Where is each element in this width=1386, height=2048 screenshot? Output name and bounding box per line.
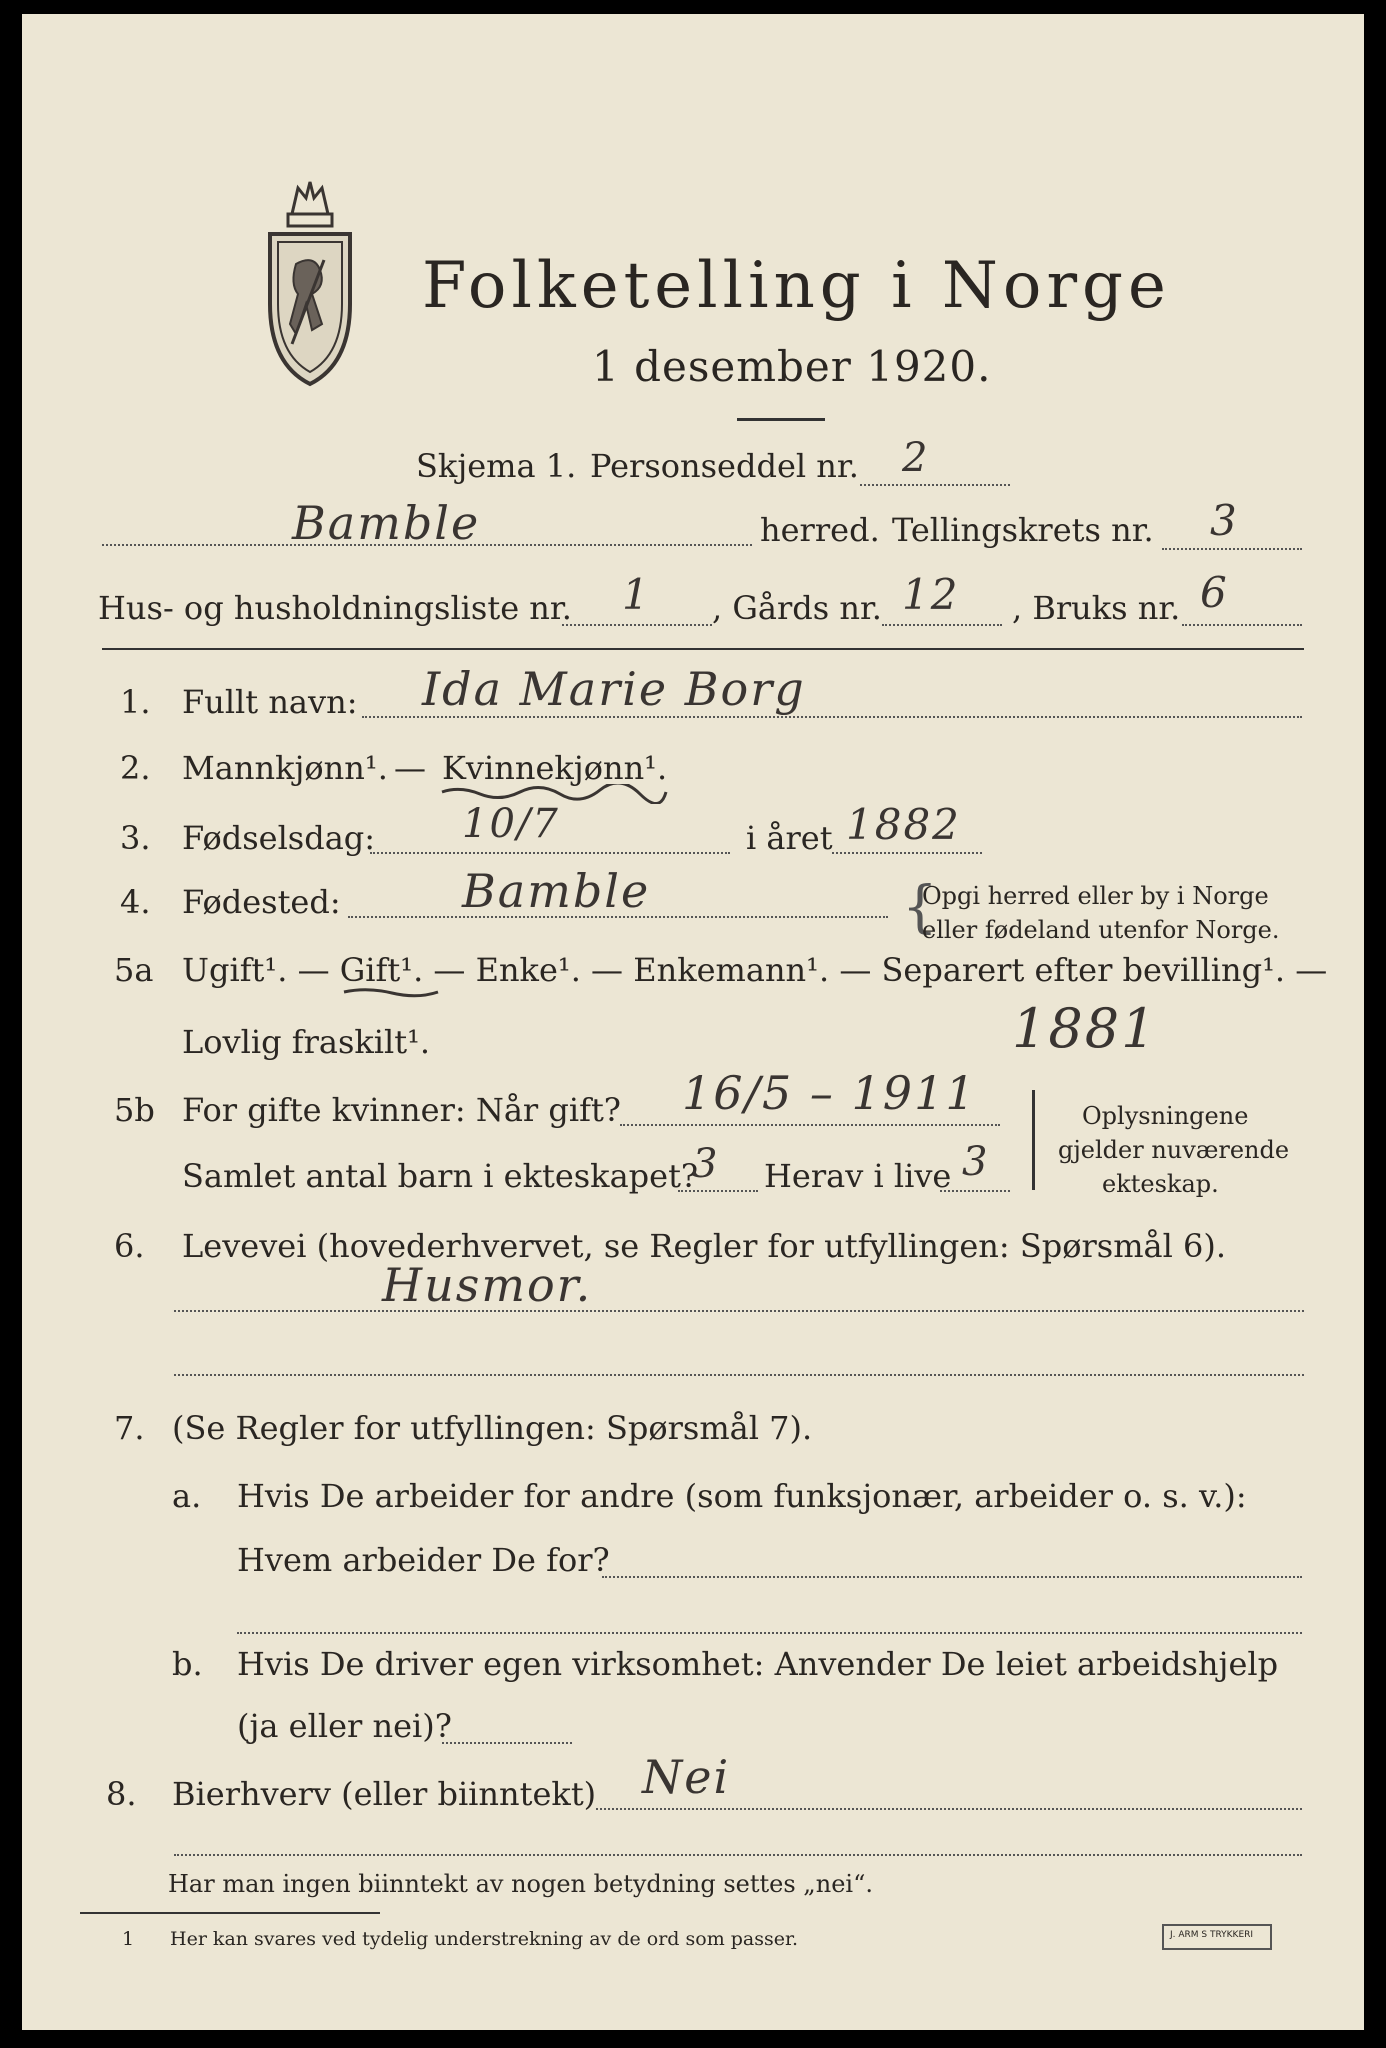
marital-annotation: 1881	[1012, 997, 1158, 1060]
herred-label: herred.	[760, 511, 880, 549]
q8-number: 8.	[106, 1775, 137, 1813]
hired-help-line[interactable]	[442, 1742, 572, 1744]
q4-note-line2: eller fødeland utenfor Norge.	[922, 916, 1280, 944]
bruks-line	[1182, 624, 1302, 626]
q4-note-line1: Opgi herred eller by i Norge	[922, 882, 1269, 910]
gards-line	[882, 624, 1002, 626]
coat-of-arms-icon	[262, 174, 358, 390]
q7b-question: (ja eller nei)?	[237, 1707, 452, 1745]
marriage-date-line	[620, 1124, 1000, 1126]
q5b-note-line3: ekteskap.	[1102, 1170, 1219, 1198]
census-date: 1 desember 1920.	[592, 342, 992, 391]
marital-status-options[interactable]: Ugift¹. — Gift¹. — Enke¹. — Enkemann¹. — Separert efter bevilling¹. —	[182, 951, 1328, 989]
tellingskrets-label: Tellingskrets nr.	[892, 511, 1154, 549]
alive-value[interactable]: 3	[962, 1139, 990, 1185]
printer-stamp	[1162, 1924, 1272, 1950]
side-income-line2	[174, 1854, 1302, 1856]
q4-number: 4.	[120, 883, 151, 921]
children-value[interactable]: 3	[692, 1141, 720, 1187]
side-income-label: Bierhverv (eller biinntekt)	[172, 1775, 597, 1813]
gards-label: , Gårds nr.	[712, 589, 882, 627]
q6-number: 6.	[114, 1227, 145, 1265]
side-income-value[interactable]: Nei	[642, 1750, 731, 1804]
q4-label: Fødested:	[182, 883, 341, 921]
husliste-line	[562, 624, 712, 626]
q5b-note-line2: gjelder nuværende	[1058, 1136, 1290, 1164]
q1-number: 1.	[120, 683, 151, 721]
divorced-option[interactable]: Lovlig fraskilt¹.	[182, 1023, 431, 1061]
q2-number: 2.	[120, 749, 151, 787]
footnote-number: 1	[122, 1928, 135, 1950]
q5b-note-line1: Oplysningene	[1082, 1102, 1249, 1130]
q3-label: Fødselsdag:	[182, 819, 376, 857]
gift-underline	[342, 986, 442, 1000]
year-label: i året	[746, 819, 833, 857]
q5b-brace	[1032, 1090, 1035, 1190]
occupation-line2	[174, 1374, 1304, 1376]
occupation-line1	[174, 1310, 1304, 1312]
children-label: Samlet antal barn i ekteskapet?	[182, 1157, 699, 1195]
q4-brace: {	[902, 875, 938, 940]
title-divider	[737, 418, 825, 421]
q7a-letter: a.	[172, 1477, 202, 1515]
tellingskrets-value[interactable]: 3	[1210, 496, 1239, 545]
census-form	[22, 14, 1364, 2030]
side-income-note: Har man ingen biinntekt av nogen betydning settes „nei“.	[168, 1870, 873, 1898]
alive-label: Herav i live	[764, 1157, 952, 1195]
q7a-text: Hvis De arbeider for andre (som funksjonær, arbeider o. s. v.):	[237, 1477, 1247, 1515]
q5a-number: 5a	[114, 951, 154, 989]
bruks-value[interactable]: 6	[1200, 568, 1229, 617]
birthyear-line	[832, 852, 982, 854]
employer-line2[interactable]	[237, 1632, 1302, 1634]
personseddel-label: Personseddel nr.	[590, 447, 859, 485]
gards-value[interactable]: 12	[902, 570, 960, 619]
q1-line	[362, 716, 1302, 718]
husliste-value[interactable]: 1	[622, 570, 651, 619]
schema-label: Skjema 1.	[416, 447, 577, 485]
tellingskrets-line	[1162, 548, 1302, 550]
herred-value[interactable]: Bamble	[292, 496, 481, 550]
employer-line1[interactable]	[602, 1576, 1302, 1578]
printer-stamp-text: J. ARM S TRYKKERI	[1170, 1930, 1254, 1940]
occupation-value[interactable]: Husmor.	[382, 1258, 593, 1312]
full-name-value[interactable]: Ida Marie Borg	[422, 662, 806, 716]
q7-label: (Se Regler for utfyllingen: Spørsmål 7).	[172, 1409, 813, 1447]
personseddel-line	[860, 484, 1010, 486]
header-rule	[102, 648, 1304, 650]
bruks-label: , Bruks nr.	[1012, 589, 1181, 627]
q7a-question: Hvem arbeider De for?	[237, 1541, 610, 1579]
q7-number: 7.	[114, 1409, 145, 1447]
birthdate-value[interactable]: 10/7	[462, 801, 560, 847]
form-title: Folketelling i Norge	[422, 249, 1171, 323]
children-line	[678, 1190, 758, 1192]
marriage-date-label: For gifte kvinner: Når gift?	[182, 1091, 621, 1129]
footnote-rule	[80, 1912, 380, 1914]
occupation-label: Levevei (hovederhvervet, se Regler for utfyllingen: Spørsmål 6).	[182, 1227, 1227, 1265]
q2-dash: —	[394, 749, 426, 787]
q3-number: 3.	[120, 819, 151, 857]
q1-label: Fullt navn:	[182, 683, 358, 721]
male-option[interactable]: Mannkjønn¹.	[182, 749, 388, 787]
q5b-number: 5b	[114, 1091, 155, 1129]
personseddel-value[interactable]: 2	[902, 435, 930, 481]
birthplace-value[interactable]: Bamble	[462, 864, 651, 918]
female-option[interactable]: Kvinnekjønn¹.	[442, 749, 668, 787]
q7b-letter: b.	[172, 1645, 203, 1683]
alive-line	[940, 1190, 1010, 1192]
marriage-date-value[interactable]: 16/5 – 1911	[682, 1066, 977, 1120]
side-income-line	[596, 1808, 1302, 1810]
footnote-text: Her kan svares ved tydelig understrekning av de ord som passer.	[170, 1928, 799, 1950]
q7b-text: Hvis De driver egen virksomhet: Anvender De leiet arbeidshjelp	[237, 1645, 1279, 1683]
husliste-label: Hus- og husholdningsliste nr.	[98, 589, 572, 627]
birthdate-line	[370, 852, 730, 854]
birthyear-value[interactable]: 1882	[846, 800, 961, 849]
